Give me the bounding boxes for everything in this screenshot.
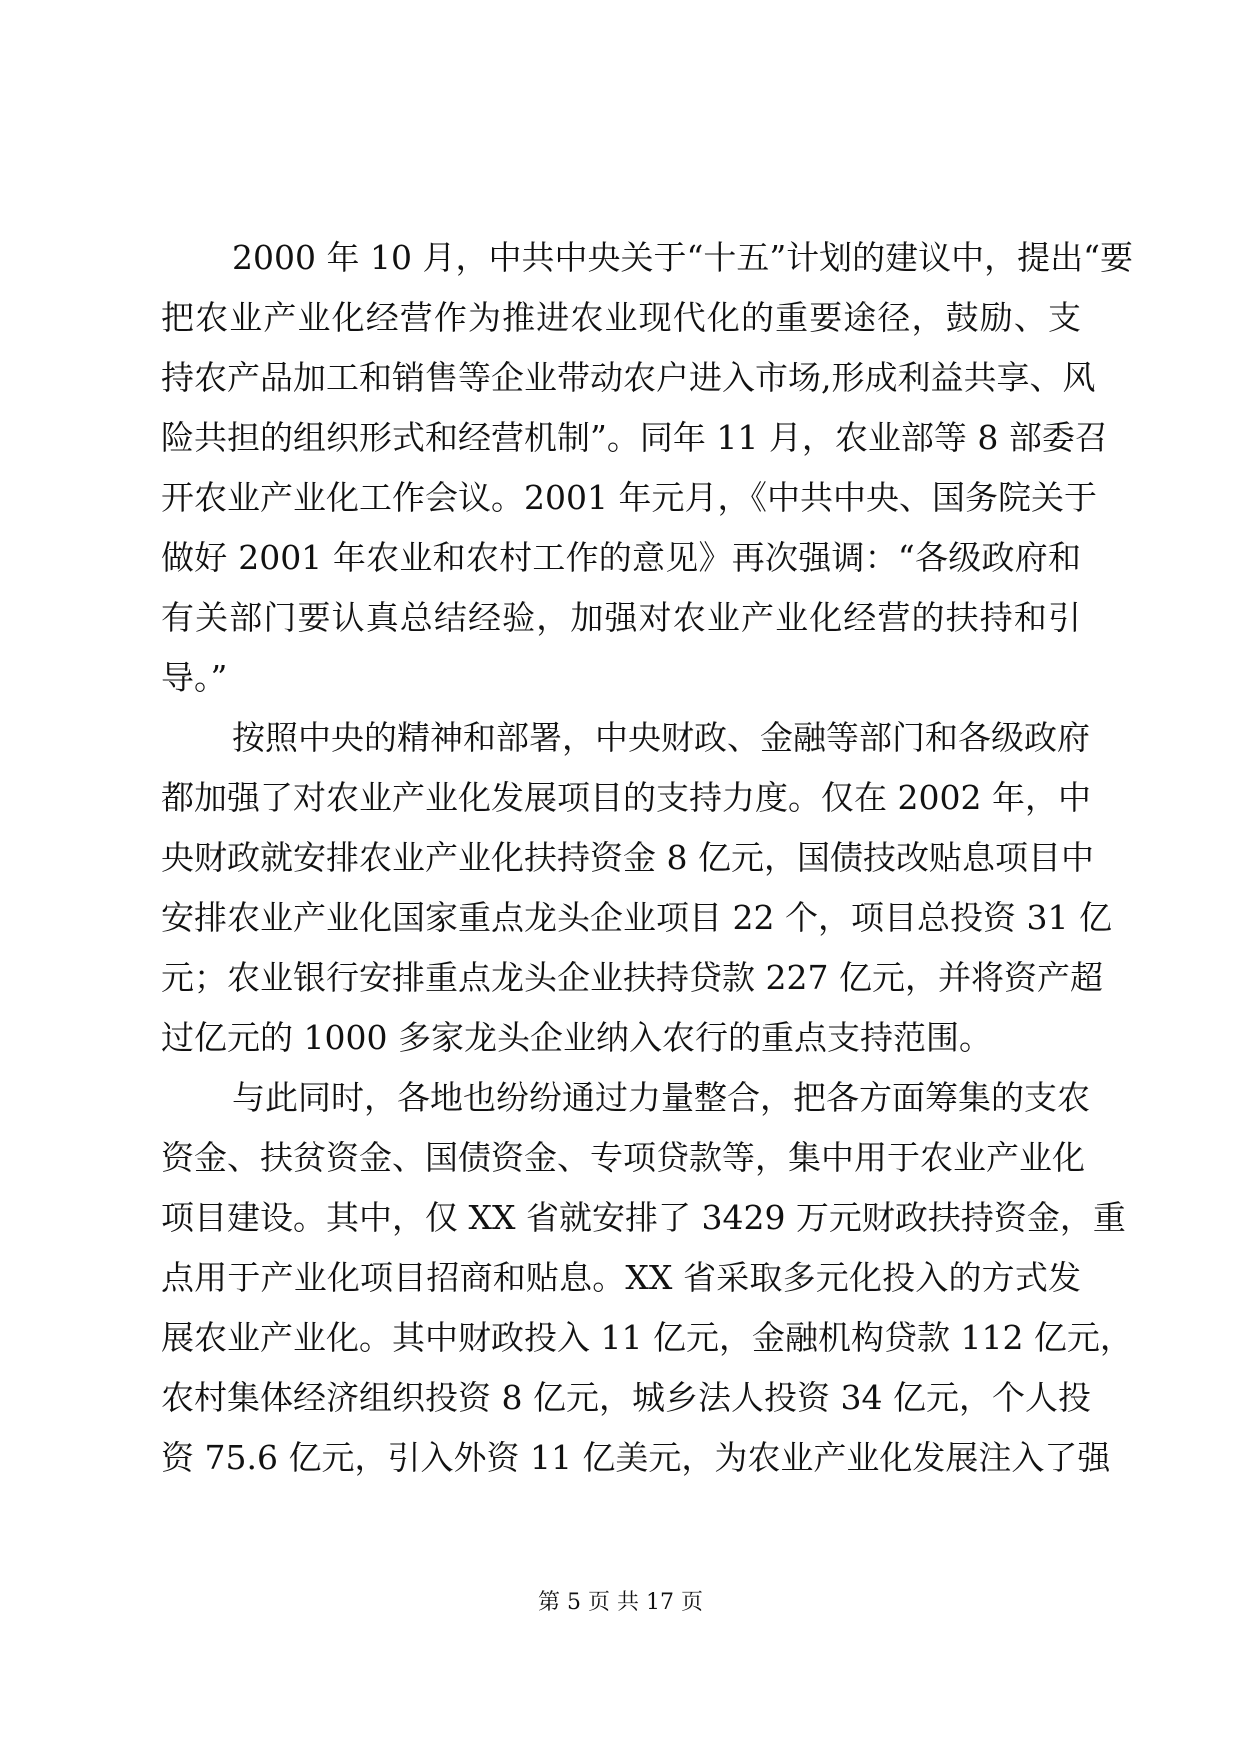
paragraph-line: 有关部门要认真总结经验，加强对农业产业化经营的扶持和引 [161, 598, 1081, 637]
paragraph-line: 2000 年 10 月，中共中央关于“十五”计划的建议中，提出“要 [232, 238, 1134, 277]
paragraph-line: 险共担的组织形式和经营机制”。同年 11 月，农业部等 8 部委召 [161, 418, 1108, 457]
paragraph-line: 按照中央的精神和部署，中央财政、金融等部门和各级政府 [232, 718, 1090, 757]
paragraph-line: 导。” [161, 658, 228, 697]
paragraph-line: 都加强了对农业产业化发展项目的支持力度。仅在 2002 年，中 [161, 778, 1091, 817]
paragraph-line: 安排农业产业化国家重点龙头企业项目 22 个，项目总投资 31 亿 [161, 898, 1112, 937]
paragraph-line: 资金、扶贫资金、国债资金、专项贷款等，集中用于农业产业化 [161, 1138, 1085, 1177]
paragraph-line: 开农业产业化工作会议。2001 年元月，《中共中央、国务院关于 [161, 478, 1097, 517]
paragraph-line: 央财政就安排农业产业化扶持资金 8 亿元，国债技改贴息项目中 [161, 838, 1094, 877]
paragraph-line: 与此同时，各地也纷纷通过力量整合，把各方面筹集的支农 [232, 1078, 1090, 1117]
paragraph-line: 资 75.6 亿元，引入外资 11 亿美元，为农业产业化发展注入了强 [161, 1438, 1111, 1477]
paragraph-line: 持农产品加工和销售等企业带动农户进入市场,形成利益共享、风 [161, 358, 1096, 397]
paragraph-line: 元；农业银行安排重点龙头企业扶持贷款 227 亿元，并将资产超 [161, 958, 1103, 997]
paragraph-line: 做好 2001 年农业和农村工作的意见》再次强调：“各级政府和 [161, 538, 1081, 577]
paragraph-line: 展农业产业化。其中财政投入 11 亿元，金融机构贷款 112 亿元， [161, 1318, 1133, 1357]
paragraph-line: 过亿元的 1000 多家龙头企业纳入农行的重点支持范围。 [161, 1018, 992, 1057]
paragraph-line: 农村集体经济组织投资 8 亿元，城乡法人投资 34 亿元，个人投 [161, 1378, 1091, 1417]
page-number-footer: 第 5 页 共 17 页 [538, 1590, 703, 1615]
paragraph-line: 点用于产业化项目招商和贴息。XX 省采取多元化投入的方式发 [161, 1258, 1081, 1297]
paragraph-line: 把农业产业化经营作为推进农业现代化的重要途径，鼓励、支 [161, 298, 1081, 337]
paragraph-line: 项目建设。其中，仅 XX 省就安排了 3429 万元财政扶持资金，重 [161, 1198, 1126, 1237]
